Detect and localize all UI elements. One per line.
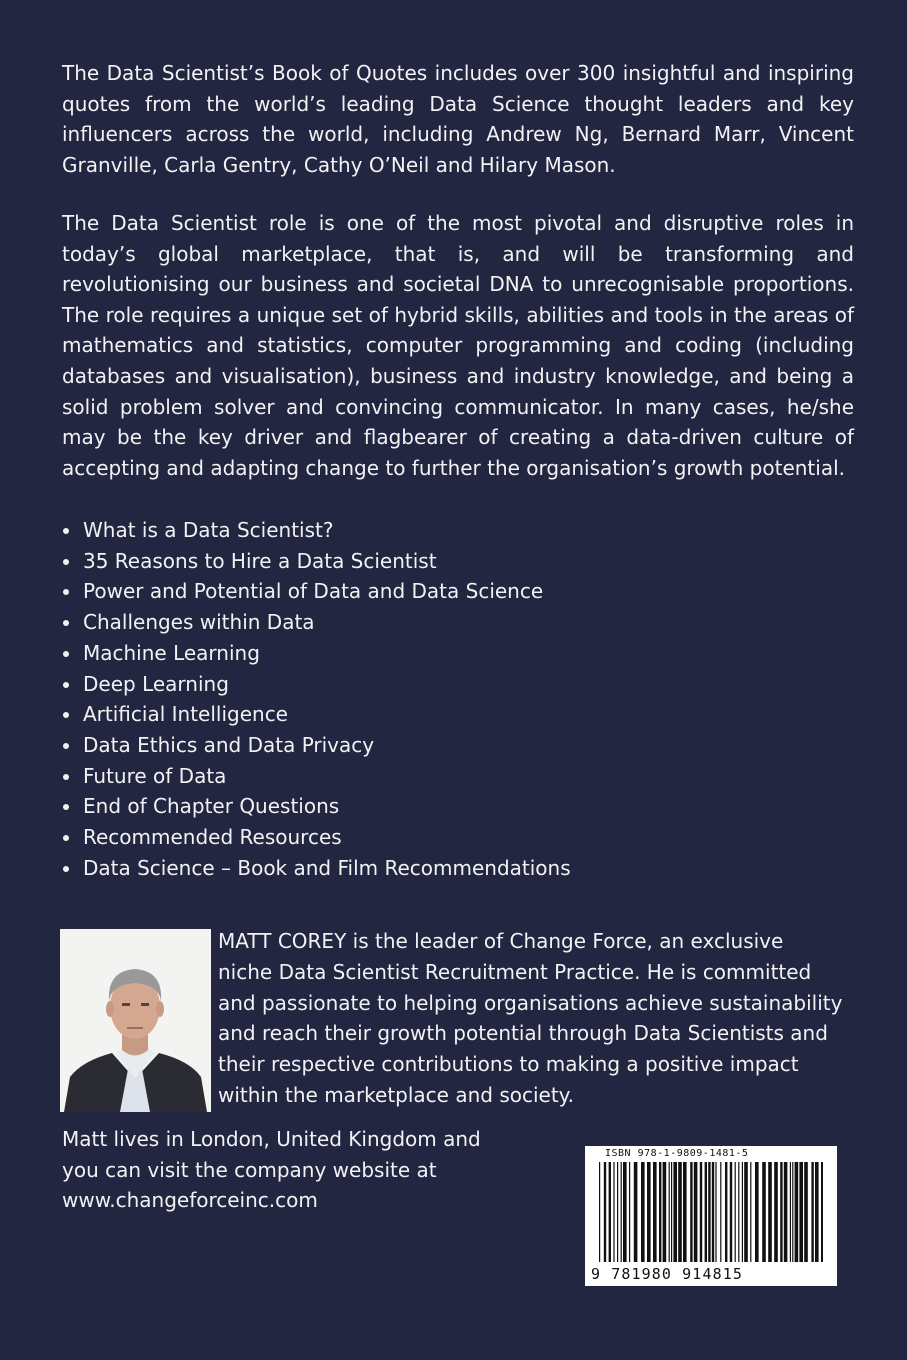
- barcode-bar: [780, 1162, 782, 1262]
- barcode-bar: [811, 1162, 813, 1262]
- contact-line: you can visit the company website at: [62, 1157, 437, 1182]
- bio-line: their respective contributions to making a positive impact: [218, 1052, 799, 1077]
- intro-line: influencers across the world, including Andrew Ng, Bernard Marr, Vincent: [62, 122, 854, 147]
- intro-line: quotes from the world’s leading Data Science thought leaders and key: [62, 91, 854, 116]
- barcode-bar: [613, 1162, 614, 1262]
- barcode-bar: [750, 1162, 751, 1262]
- barcode-bar: [712, 1162, 714, 1262]
- role-line: The role requires a unique set of hybrid skills, abilities and tools in the areas of: [62, 302, 854, 327]
- author-contact: [62, 1124, 542, 1216]
- barcode-bar: [634, 1162, 638, 1262]
- barcode-bar: [762, 1162, 766, 1262]
- role-line: solid problem solver and convincing communicator. In many cases, he/she: [62, 394, 854, 419]
- intro-paragraph: [62, 58, 854, 180]
- topic-item: Machine Learning: [62, 638, 571, 669]
- barcode-bar: [629, 1162, 630, 1262]
- role-line: The Data Scientist role is one of the most pivotal and disruptive roles in: [62, 211, 854, 235]
- bio-line: and passionate to helping organisations achieve sustainability: [218, 990, 843, 1015]
- barcode-bar: [795, 1162, 799, 1262]
- barcode-bar: [604, 1162, 606, 1262]
- barcode-bar: [609, 1162, 611, 1262]
- barcode-bar: [700, 1162, 702, 1262]
- topic-item: Future of Data: [62, 761, 571, 792]
- barcode-bar: [742, 1162, 743, 1262]
- intro-line: Granville, Carla Gentry, Cathy O’Neil and Hilary Mason.: [62, 152, 616, 177]
- barcode-bar: [725, 1162, 727, 1262]
- topic-item: Deep Learning: [62, 669, 571, 700]
- barcode-bar: [617, 1162, 618, 1262]
- topic-item: Power and Potential of Data and Data Science: [62, 576, 571, 607]
- role-line: today’s global marketplace, that is, and will be transforming and: [62, 241, 854, 266]
- barcode-bar: [804, 1162, 808, 1262]
- topic-item: End of Chapter Questions: [62, 791, 571, 822]
- barcode-bar: [621, 1162, 622, 1262]
- topic-item: Recommended Resources: [62, 822, 571, 853]
- barcode-bar: [730, 1162, 732, 1262]
- topic-item: Data Science – Book and Film Recommendations: [62, 853, 571, 884]
- barcode-bar: [623, 1162, 627, 1262]
- barcode-bar: [792, 1162, 793, 1262]
- barcode-bar: [774, 1162, 778, 1262]
- role-line: revolutionising our business and societal DNA to unrecognisable proportions.: [62, 272, 854, 297]
- intro-line: The Data Scientist’s Book of Quotes includes over 300 insightful and inspiring: [62, 61, 854, 85]
- role-line: databases and visualisation), business and industry knowledge, and being a: [62, 363, 854, 388]
- barcode-bar: [671, 1162, 672, 1262]
- topic-list: [62, 515, 571, 883]
- barcode-bar: [784, 1162, 788, 1262]
- ean-digits: 9 781980 914815: [591, 1265, 743, 1283]
- barcode-bar: [673, 1162, 677, 1262]
- barcode-bar: [815, 1162, 819, 1262]
- barcode-bar: [821, 1162, 823, 1262]
- barcode-bar: [755, 1162, 759, 1262]
- author-portrait-icon: [60, 929, 211, 1112]
- barcode-bar: [715, 1162, 716, 1262]
- bio-line: MATT COREY is the leader of Change Force, an exclusive: [218, 929, 784, 953]
- author-bio: [218, 926, 858, 1111]
- barcode-bar: [683, 1162, 687, 1262]
- barcode-bar: [790, 1162, 791, 1262]
- role-line: mathematics and statistics, computer programming and coding (including: [62, 333, 854, 358]
- isbn-barcode: [585, 1146, 837, 1286]
- barcode-bars-icon: [599, 1162, 823, 1266]
- barcode-bar: [738, 1162, 739, 1262]
- barcode-bar: [678, 1162, 682, 1262]
- barcode-bar: [799, 1162, 803, 1262]
- barcode-bar: [708, 1162, 710, 1262]
- topic-item: What is a Data Scientist?: [62, 515, 571, 546]
- barcode-bar: [641, 1162, 645, 1262]
- barcode-bar: [659, 1162, 661, 1262]
- author-photo: [60, 929, 211, 1112]
- topic-item: Artificial Intelligence: [62, 699, 571, 730]
- barcode-bar: [690, 1162, 692, 1262]
- barcode-bar: [735, 1162, 736, 1262]
- barcode-bar: [768, 1162, 772, 1262]
- barcode-bar: [744, 1162, 748, 1262]
- website-link[interactable]: www.changeforceinc.com: [62, 1188, 318, 1213]
- role-paragraph: [62, 208, 854, 483]
- barcode-bar: [663, 1162, 667, 1262]
- contact-line: Matt lives in London, United Kingdom and: [62, 1127, 481, 1151]
- barcode-bar: [720, 1162, 721, 1262]
- role-line: may be the key driver and flagbearer of creating a data-driven culture of: [62, 425, 854, 450]
- barcode-bar: [694, 1162, 698, 1262]
- barcode-bar: [647, 1162, 651, 1262]
- barcode-bar: [653, 1162, 657, 1262]
- isbn-label: ISBN 978-1-9809-1481-5: [605, 1148, 749, 1159]
- bio-line: and reach their growth potential through Data Scientists and: [218, 1021, 828, 1046]
- barcode-bar: [599, 1162, 600, 1262]
- topic-item: 35 Reasons to Hire a Data Scientist: [62, 546, 571, 577]
- bio-line: niche Data Scientist Recruitment Practice. He is committed: [218, 959, 812, 984]
- barcode-bar: [705, 1162, 707, 1262]
- barcode-bar: [669, 1162, 670, 1262]
- bio-line: within the marketplace and society.: [218, 1082, 575, 1107]
- topic-item: Challenges within Data: [62, 607, 571, 638]
- topic-item: Data Ethics and Data Privacy: [62, 730, 571, 761]
- role-line: accepting and adapting change to further the organisation’s growth potential.: [62, 455, 845, 480]
